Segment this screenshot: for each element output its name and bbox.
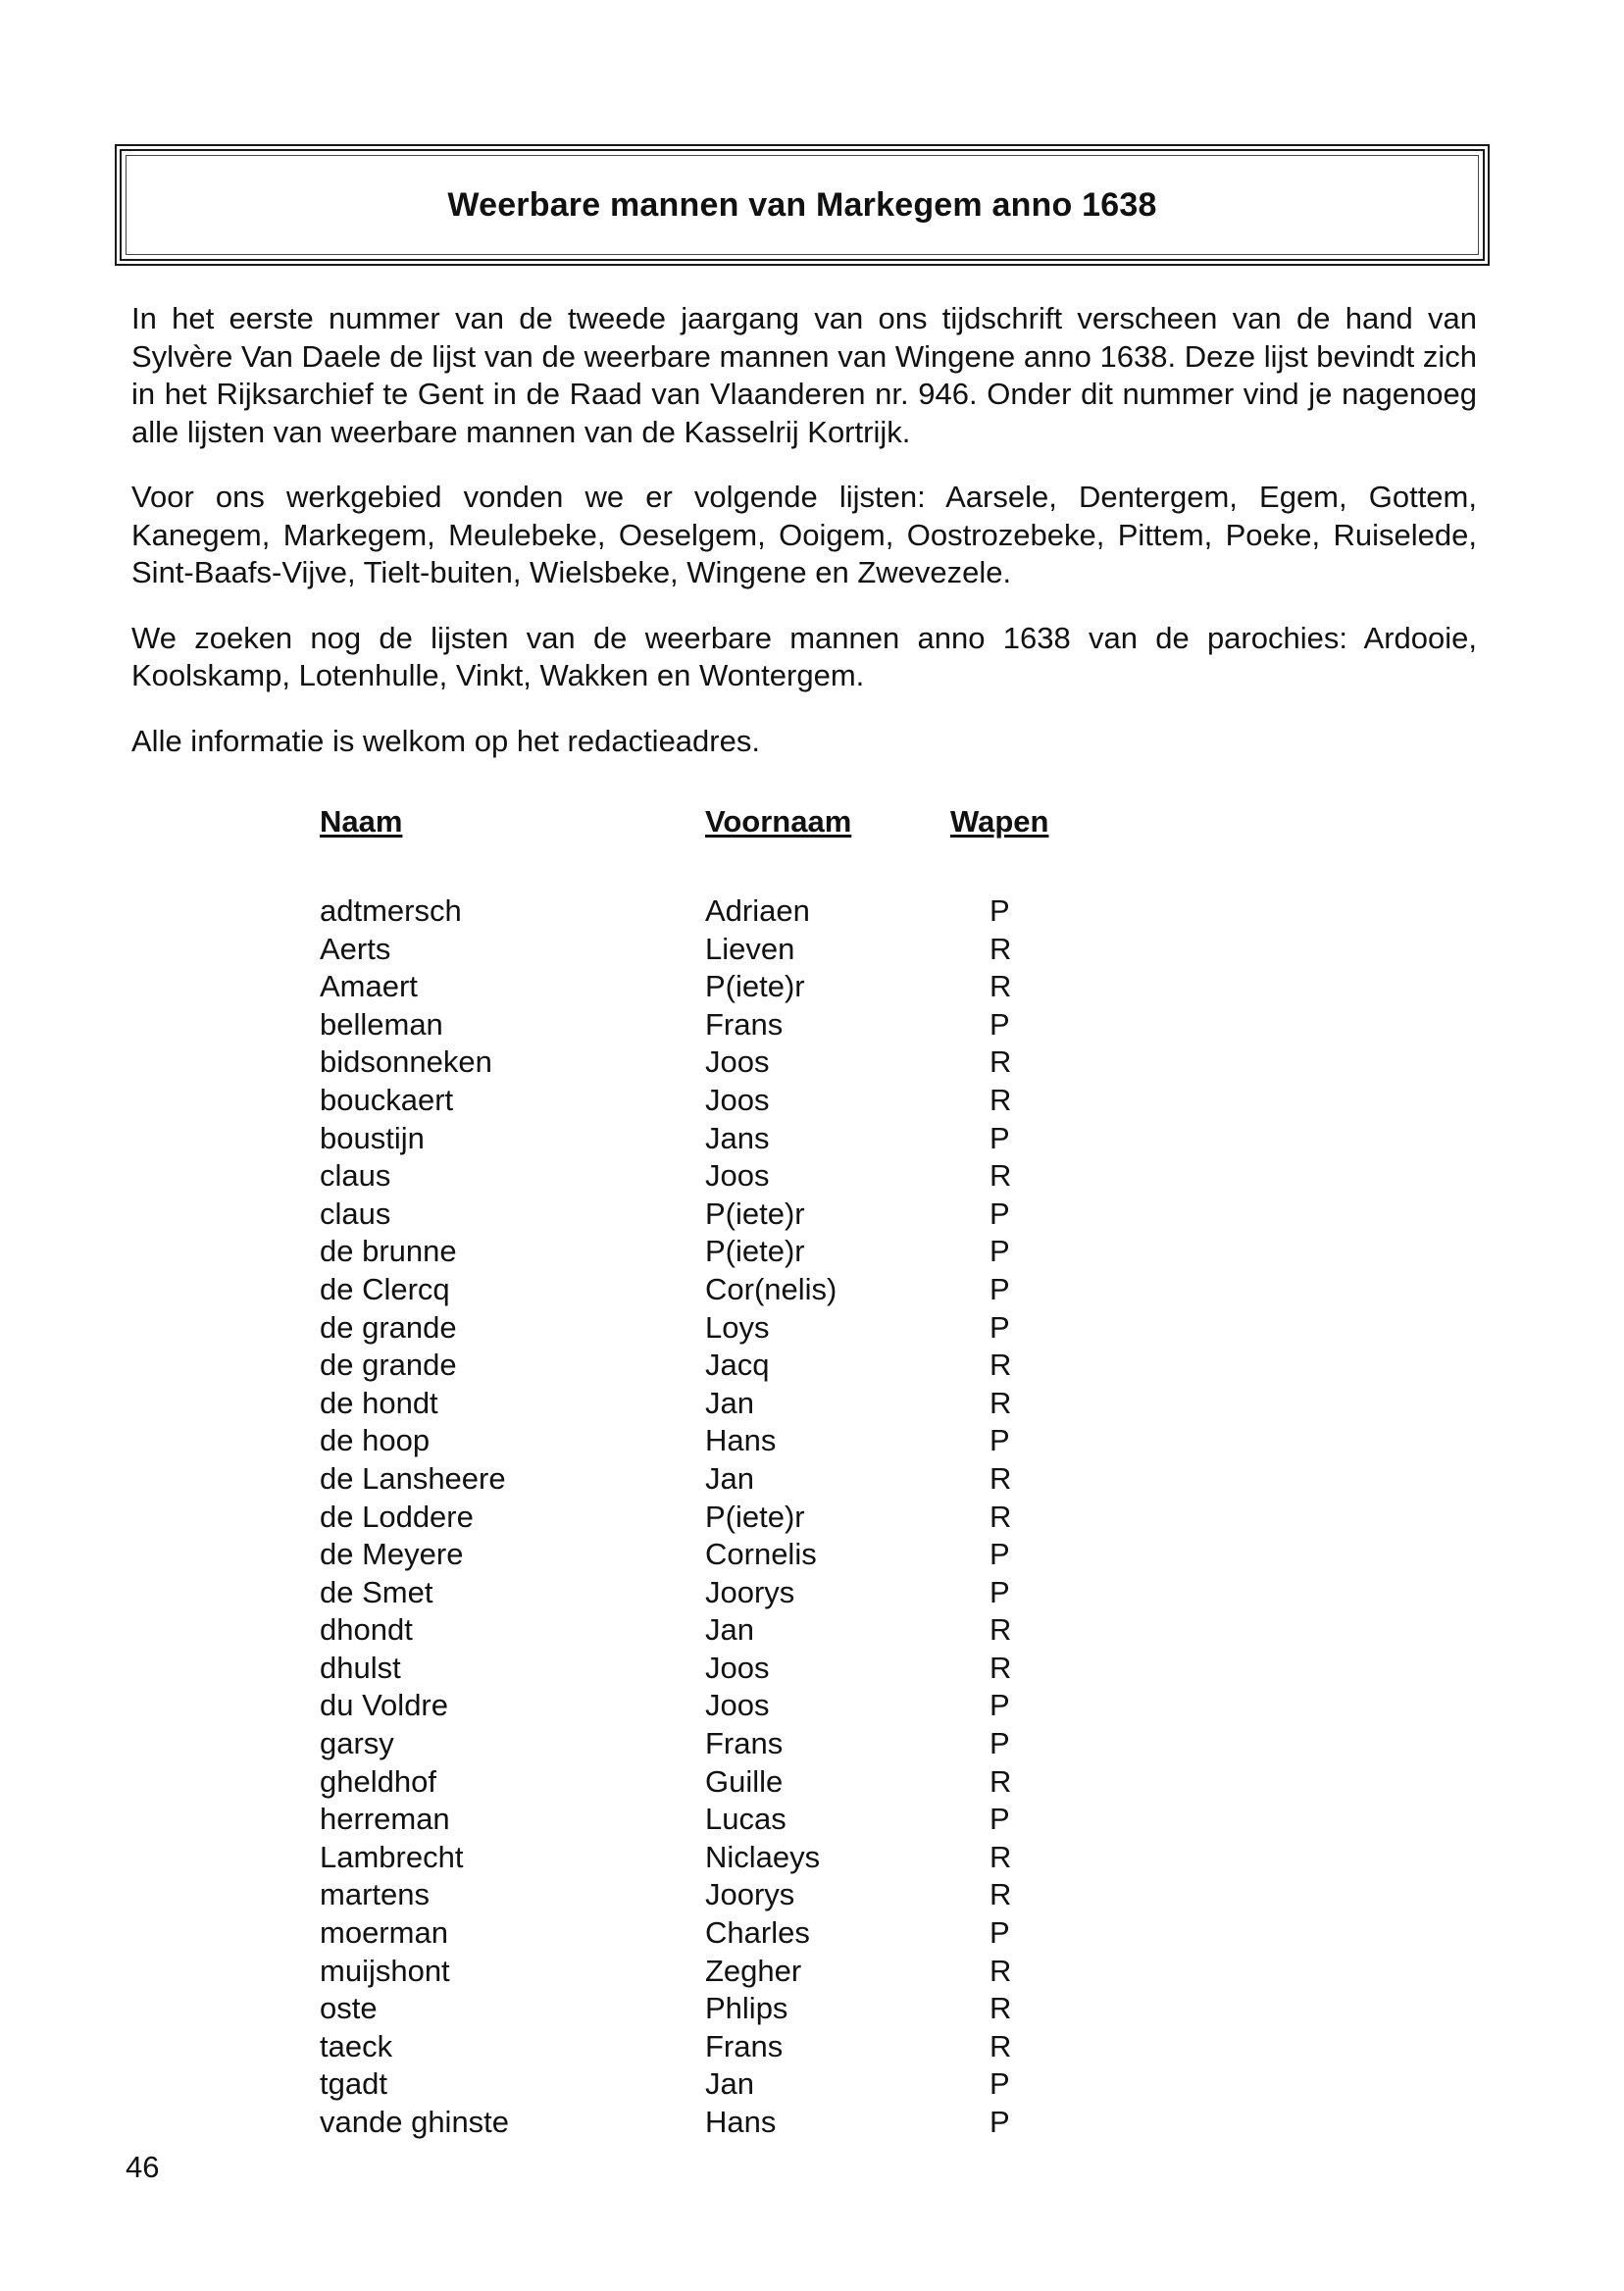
cell-voornaam: Jan	[705, 1612, 754, 1648]
cell-naam: claus	[320, 1158, 391, 1194]
cell-wapen: R	[990, 1877, 1012, 1912]
cell-wapen: P	[990, 1802, 1010, 1837]
cell-wapen: R	[990, 931, 1012, 966]
table-row	[320, 1876, 1068, 1914]
intro-text	[131, 300, 1477, 788]
table-row	[320, 1271, 1068, 1309]
cell-voornaam: P(iete)r	[705, 1234, 805, 1269]
cell-voornaam: P(iete)r	[705, 1196, 805, 1231]
table-row	[320, 1460, 1068, 1499]
cell-wapen: P	[990, 1006, 1010, 1042]
table-row	[320, 1536, 1068, 1574]
cell-wapen: P	[990, 1726, 1010, 1761]
table-row	[320, 1422, 1068, 1460]
cell-voornaam: Phlips	[705, 1991, 788, 2026]
table-row	[320, 1650, 1068, 1688]
table-row	[320, 931, 1068, 969]
header-voornaam: Voornaam	[705, 804, 852, 839]
cell-naam: vande ghinste	[320, 2105, 510, 2139]
table-row	[320, 2065, 1068, 2104]
header-wapen: Wapen	[950, 804, 1049, 839]
cell-wapen: R	[990, 2028, 1012, 2063]
table-row	[320, 1725, 1068, 1763]
table-row	[320, 1233, 1068, 1271]
cell-wapen: R	[990, 1953, 1012, 1988]
table-row	[320, 1082, 1068, 1120]
cell-naam: garsy	[320, 1726, 394, 1761]
cell-wapen: R	[990, 1044, 1012, 1080]
cell-voornaam: Jan	[705, 2066, 754, 2102]
cell-voornaam: Joorys	[705, 1877, 795, 1912]
cell-naam: de Loddere	[320, 1499, 474, 1534]
cell-wapen: P	[990, 1537, 1010, 1572]
cell-naam: Amaert	[320, 969, 418, 1004]
table-row	[320, 1611, 1068, 1650]
cell-wapen: R	[990, 1385, 1012, 1420]
cell-naam: de brunne	[320, 1234, 457, 1269]
cell-voornaam: Jan	[705, 1385, 754, 1420]
table-row	[320, 1499, 1068, 1537]
cell-voornaam: Joos	[705, 1044, 770, 1080]
cell-naam: belleman	[320, 1006, 443, 1042]
cell-wapen: P	[990, 1196, 1010, 1231]
cell-wapen: P	[990, 893, 1010, 928]
paragraph-2: Voor ons werkgebied vonden we er volgende lijsten: Aarsele, Dentergem, Egem, Gottem, Kanegem, Markegem, Meulebeke, Oeselgem, Ooigem, Oostrozebeke, Pittem, Poeke, Ruiselede, Sint-Baafs-Vijve, Tielt-buiten, Wielsbeke, Wingene en Zwevezele.	[131, 480, 1477, 589]
cell-voornaam: Cor(nelis)	[705, 1271, 837, 1306]
cell-wapen: R	[990, 969, 1012, 1004]
cell-wapen: R	[990, 1499, 1012, 1534]
table-body	[320, 892, 1068, 2142]
table-row	[320, 2028, 1068, 2066]
table-row	[320, 1120, 1068, 1158]
cell-wapen: R	[990, 1082, 1012, 1117]
cell-naam: de Meyere	[320, 1537, 464, 1572]
table-row	[320, 892, 1068, 931]
cell-voornaam: Adriaen	[705, 893, 810, 928]
table-row	[320, 1196, 1068, 1234]
cell-naam: claus	[320, 1196, 391, 1231]
table-row	[320, 1385, 1068, 1423]
cell-voornaam: Hans	[705, 2105, 777, 2139]
cell-wapen: P	[990, 1574, 1010, 1609]
cell-voornaam: Joos	[705, 1688, 770, 1723]
cell-voornaam: Jan	[705, 1460, 754, 1496]
table-row	[320, 1574, 1068, 1612]
cell-naam: gheldhof	[320, 1763, 436, 1799]
cell-wapen: R	[990, 1650, 1012, 1685]
cell-wapen: R	[990, 1612, 1012, 1648]
cell-voornaam: Joorys	[705, 1574, 795, 1609]
cell-naam: de Clercq	[320, 1271, 450, 1306]
cell-voornaam: Hans	[705, 1423, 777, 1458]
cell-naam: muijshont	[320, 1953, 450, 1988]
names-table	[320, 804, 1068, 2142]
cell-voornaam: Lucas	[705, 1802, 787, 1837]
cell-wapen: P	[990, 1688, 1010, 1723]
cell-wapen: R	[990, 1460, 1012, 1496]
cell-naam: Lambrecht	[320, 1839, 464, 1874]
cell-wapen: P	[990, 1271, 1010, 1306]
cell-voornaam: Charles	[705, 1915, 810, 1951]
table-row	[320, 1914, 1068, 1953]
cell-voornaam: Frans	[705, 2028, 784, 2063]
cell-voornaam: Jans	[705, 1120, 770, 1155]
cell-wapen: P	[990, 1234, 1010, 1269]
cell-voornaam: Frans	[705, 1726, 784, 1761]
cell-voornaam: Lieven	[705, 931, 795, 966]
table-row	[320, 1839, 1068, 1877]
cell-voornaam: Niclaeys	[705, 1839, 821, 1874]
cell-naam: martens	[320, 1877, 430, 1912]
table-row	[320, 1990, 1068, 2028]
cell-voornaam: P(iete)r	[705, 969, 805, 1004]
cell-naam: de hoop	[320, 1423, 431, 1458]
cell-voornaam: Guille	[705, 1763, 784, 1799]
paragraph-1: In het eerste nummer van de tweede jaargang van ons tijdschrift verscheen van de hand van Sylvère Van Daele de lijst van de weerbare mannen van Wingene anno 1638. Deze lijst bevindt zich in het Rijksarchief te Gent in de Raad van Vlaanderen nr. 946. Onder dit nummer vind je nagenoeg alle lijsten van weerbare mannen van de Kasselrij Kortrijk.	[131, 301, 1477, 449]
cell-voornaam: Jacq	[705, 1348, 770, 1383]
cell-wapen: P	[990, 1120, 1010, 1155]
cell-naam: de grande	[320, 1309, 457, 1345]
cell-naam: adtmersch	[320, 893, 462, 928]
cell-naam: bouckaert	[320, 1082, 454, 1117]
table-row	[320, 1763, 1068, 1802]
cell-voornaam: Cornelis	[705, 1537, 817, 1572]
cell-naam: oste	[320, 1991, 378, 2026]
table-row	[320, 1157, 1068, 1196]
table-row	[320, 968, 1068, 1006]
header-naam: Naam	[320, 804, 403, 839]
table-row	[320, 1347, 1068, 1385]
table-row	[320, 1044, 1068, 1082]
cell-wapen: R	[990, 1991, 1012, 2026]
cell-naam: dhulst	[320, 1650, 401, 1685]
cell-voornaam: P(iete)r	[705, 1499, 805, 1534]
cell-naam: taeck	[320, 2028, 393, 2063]
cell-wapen: R	[990, 1763, 1012, 1799]
cell-wapen: R	[990, 1348, 1012, 1383]
cell-voornaam: Joos	[705, 1650, 770, 1685]
cell-naam: boustijn	[320, 1120, 425, 1155]
cell-naam: de hondt	[320, 1385, 438, 1420]
cell-wapen: R	[990, 1158, 1012, 1194]
cell-naam: moerman	[320, 1915, 448, 1951]
cell-wapen: R	[990, 1839, 1012, 1874]
table-header	[320, 804, 1068, 841]
paragraph-4: Alle informatie is welkom op het redactieadres.	[131, 723, 760, 758]
page-number: 46	[126, 2150, 160, 2184]
cell-voornaam: Joos	[705, 1082, 770, 1117]
cell-wapen: P	[990, 1915, 1010, 1951]
cell-naam: Aerts	[320, 931, 391, 966]
paragraph-3: We zoeken nog de lijsten van de weerbare mannen anno 1638 van de parochies: Ardooie, Koolskamp, Lotenhulle, Vinkt, Wakken en Wontergem.	[131, 620, 1477, 692]
cell-voornaam: Frans	[705, 1006, 784, 1042]
table-row	[320, 1801, 1068, 1839]
cell-voornaam: Loys	[705, 1309, 770, 1345]
cell-naam: de Smet	[320, 1574, 433, 1609]
page-title: Weerbare mannen van Markegem anno 1638	[447, 186, 1157, 224]
cell-wapen: P	[990, 2066, 1010, 2102]
table-row	[320, 2104, 1068, 2142]
cell-voornaam: Zegher	[705, 1953, 802, 1988]
table-row	[320, 1006, 1068, 1044]
cell-naam: dhondt	[320, 1612, 413, 1648]
cell-wapen: P	[990, 1309, 1010, 1345]
cell-naam: tgadt	[320, 2066, 387, 2102]
cell-naam: de Lansheere	[320, 1460, 506, 1496]
title-box	[120, 149, 1485, 261]
cell-naam: de grande	[320, 1348, 457, 1383]
table-row	[320, 1687, 1068, 1725]
cell-naam: du Voldre	[320, 1688, 448, 1723]
table-row	[320, 1953, 1068, 1991]
cell-naam: herreman	[320, 1802, 450, 1837]
cell-voornaam: Joos	[705, 1158, 770, 1194]
cell-naam: bidsonneken	[320, 1044, 492, 1080]
cell-wapen: P	[990, 1423, 1010, 1458]
table-row	[320, 1309, 1068, 1348]
cell-wapen: P	[990, 2105, 1010, 2139]
